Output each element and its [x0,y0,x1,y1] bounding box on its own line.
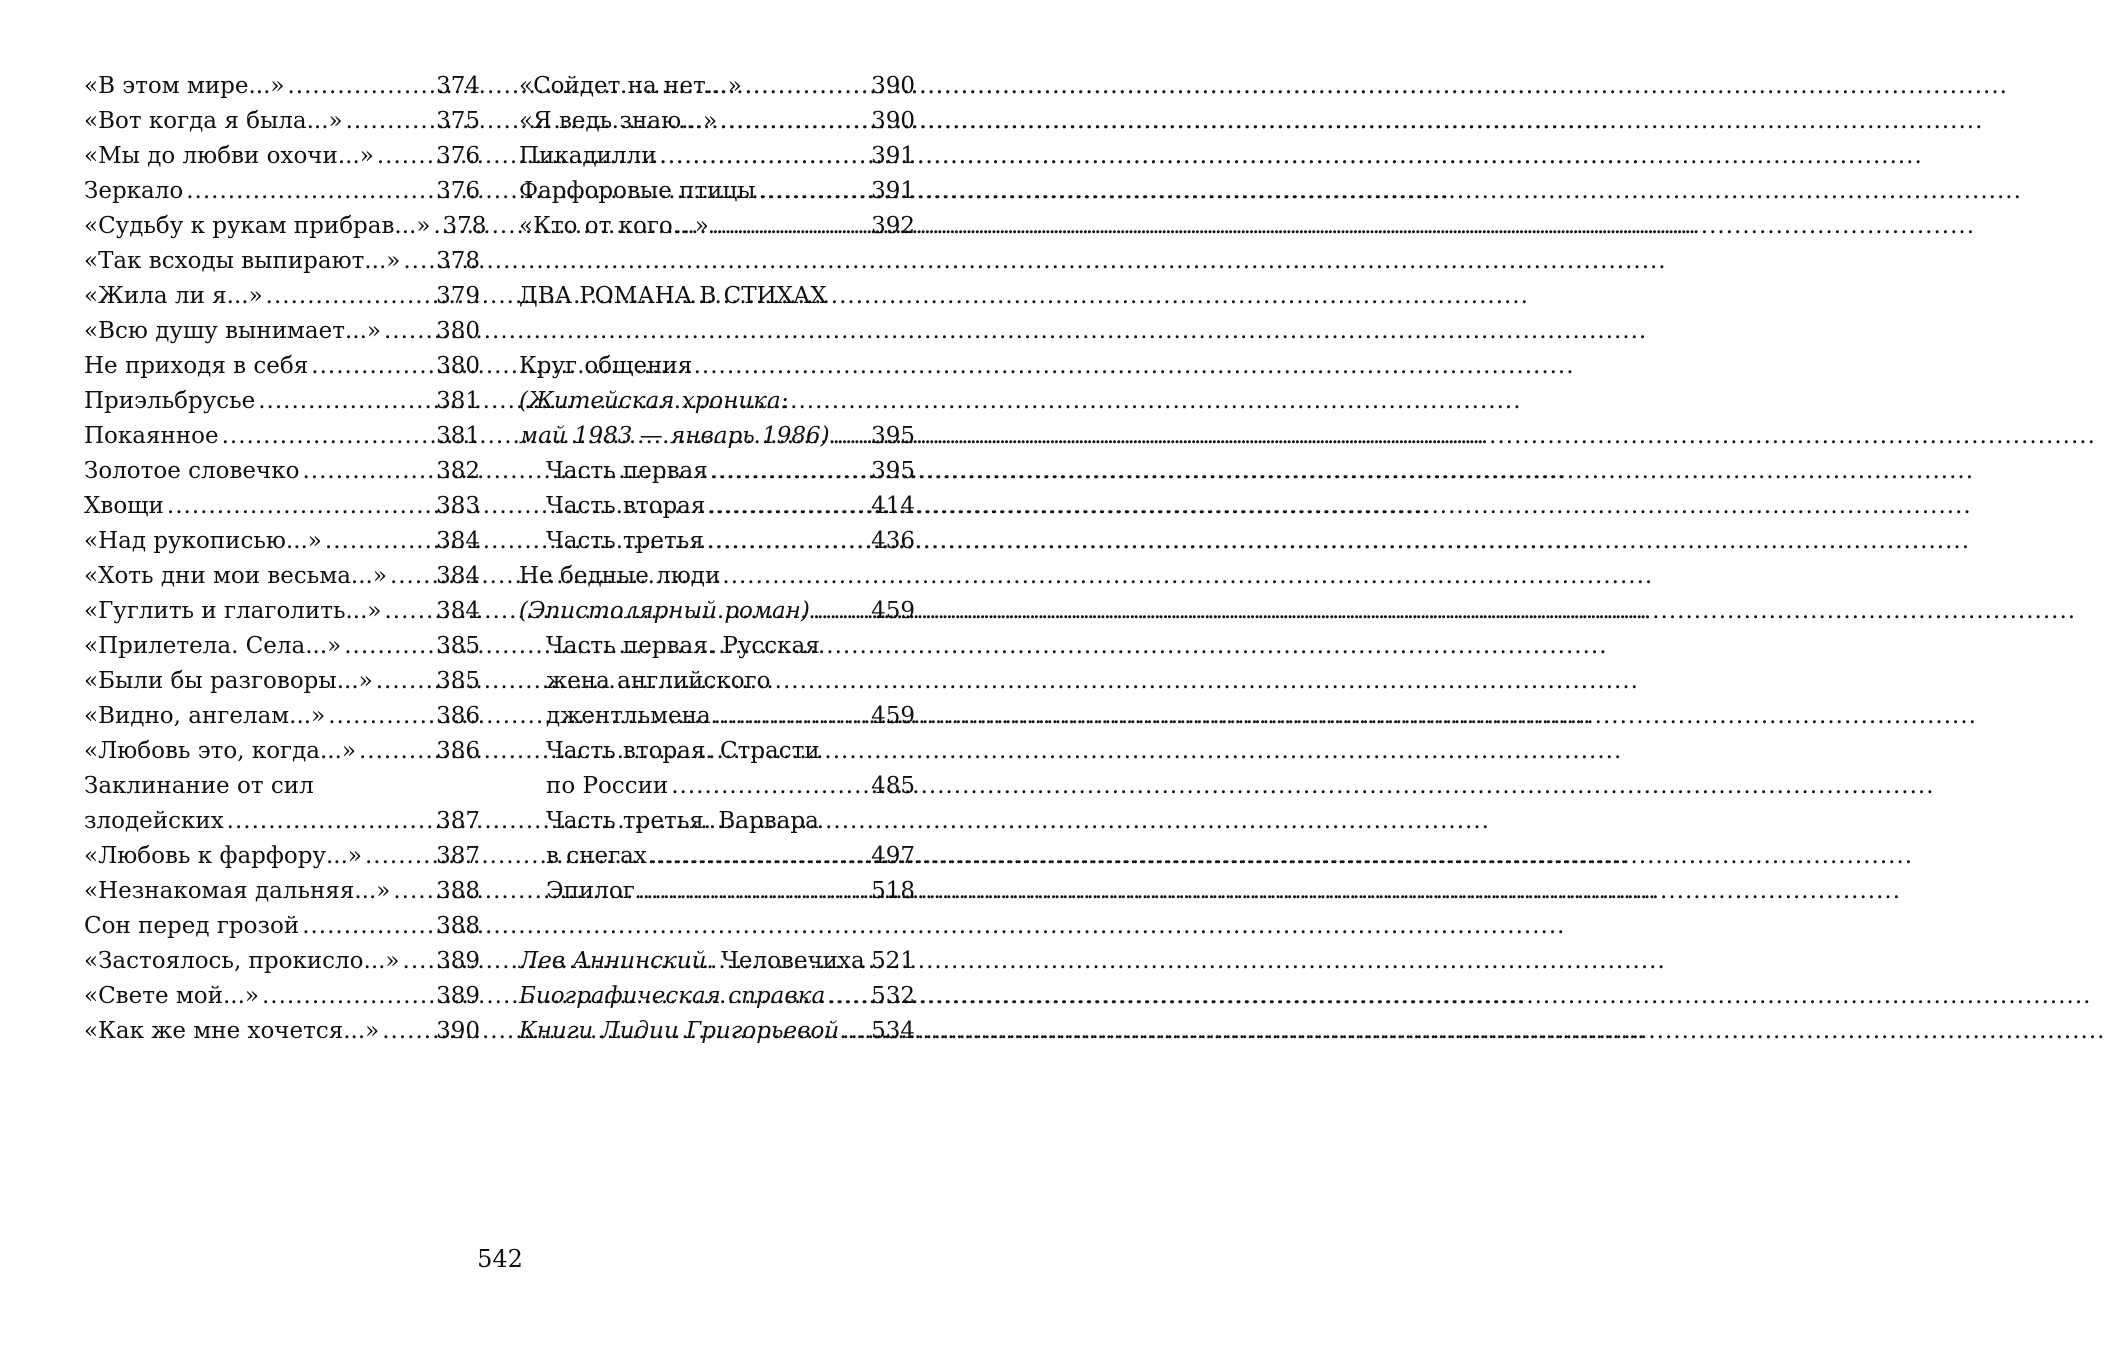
entry-title: джентльмена [546,703,711,729]
part-line [519,664,915,699]
dot-leader [167,489,433,524]
entry-title: Эпилог [546,878,635,904]
dot-leader [708,489,868,524]
entry-page: 376 [436,178,480,204]
entry-title: «Я ведь знаю...» [519,108,718,134]
entry-page: 414 [871,493,915,519]
toc-entry [84,664,480,699]
entry-title: Заклинание от сил [84,773,314,799]
toc-entry [519,1014,915,1049]
entry-page: 385 [436,633,480,659]
dot-leader [650,839,868,874]
entry-title: Часть вторая [546,493,706,519]
toc-entry [84,909,480,944]
entry-page: 378 [436,248,480,274]
dot-leader [433,209,439,244]
entry-title: «Жила ли я...» [84,283,263,309]
entry-page: 384 [436,528,480,554]
entry-title: «Застоялось, прокисло...» [84,948,400,974]
entry-page: 392 [871,213,915,239]
entry-title: «Кто от кого...» [519,213,709,239]
entry-page: 376 [436,143,480,169]
entry-page: 380 [436,318,480,344]
entry-title: (Эпистолярный роман) [519,598,810,624]
toc-entry [519,769,915,804]
dot-leader [390,559,433,594]
dot-leader [711,454,868,489]
entry-page: 390 [871,73,915,99]
entry-title: Сон перед грозой [84,913,300,939]
entry-page: 391 [871,143,915,169]
dot-leader [222,419,433,454]
entry-title: «Так всходы выпирают...» [84,248,401,274]
entry-page: 378 [442,213,487,239]
entry-page: 374 [436,73,480,99]
toc-entry [519,594,915,629]
toc-entry [519,209,915,244]
part-line [519,629,915,664]
entry-title: «Сойдет на нет...» [519,73,742,99]
toc-entry [519,454,915,489]
toc-entry [84,384,480,419]
entry-title: Хвощи [84,493,164,519]
toc-entry [84,839,480,874]
entry-title [519,944,865,979]
toc-entry [519,839,915,874]
toc-entry [519,174,915,209]
entry-title: в снегах [546,843,647,869]
dot-leader [714,699,868,734]
toc-left-column [84,69,487,1049]
dot-leader [759,174,868,209]
novel-subtitle-row [519,384,915,419]
dot-leader [328,699,433,734]
dot-leader [365,839,433,874]
entry-title: «Хоть дни мои весьма...» [84,563,387,589]
entry-title: Часть третья [546,528,704,554]
entry-page: 385 [436,668,480,694]
entry-title: «Свете мой...» [84,983,259,1009]
entry-title: Пикадилли [519,143,657,169]
toc-entry [519,979,915,1014]
toc-entry [84,769,480,804]
toc-entry [84,699,480,734]
dot-leader [262,979,433,1014]
entry-page: 390 [871,108,915,134]
dot-leader [311,349,433,384]
dot-leader [712,209,868,244]
toc-entry [84,104,480,139]
part-line [519,804,915,839]
dot-leader [384,594,433,629]
toc-entry [519,419,915,454]
entry-title: Приэльбрусье [84,388,256,414]
entry-page: 436 [871,528,915,554]
dot-leader [393,874,433,909]
entry-page: 382 [436,458,480,484]
entry-title: май 1983 — январь 1986) [519,423,830,449]
toc-entry [84,69,480,104]
entry-title: «Как же мне хочется...» [84,1018,380,1044]
toc-entry [84,174,480,209]
toc-entry [84,209,487,244]
dot-leader [288,69,434,104]
dot-leader [382,1014,433,1049]
dot-leader [828,979,868,1014]
toc-entry [84,874,480,909]
entry-page: 518 [871,878,915,904]
entry-page: 388 [436,913,480,939]
dot-leader [302,909,433,944]
entry-page: 391 [871,178,915,204]
entry-page: 390 [436,1018,480,1044]
toc-entry [519,874,915,909]
entry-title: Биографическая справка [519,983,826,1009]
entry-title: «Мы до любви охочи...» [84,143,374,169]
dot-leader [745,69,868,104]
entry-title: Покаянное [84,423,219,449]
dot-leader [842,1014,868,1049]
novel-title-row [519,559,915,594]
novel-title-row [519,349,915,384]
entry-page: 534 [871,1018,915,1044]
entry-page: 386 [436,703,480,729]
entry-page: 389 [436,948,480,974]
dot-leader [671,769,868,804]
entry-title: злодейских [84,808,224,834]
entry-title: «Гуглить и глаголить...» [84,598,382,624]
entry-page: 375 [436,108,480,134]
entry-title: «Судьбу к рукам прибрав...» [84,213,431,239]
entry-page: 379 [436,283,480,309]
toc-entry [84,489,480,524]
entry-page: 387 [436,843,480,869]
entry-title: Не приходя в себя [84,353,309,379]
dot-leader [638,874,868,909]
entry-page: 521 [871,948,915,974]
entry-title: «Любовь это, когда...» [84,738,356,764]
toc-entry [84,454,480,489]
essay-title: Человечиха [721,948,865,974]
part-title: Часть вторая. Страсти [546,738,820,764]
entry-page: 497 [871,843,915,869]
entry-page: 380 [436,353,480,379]
entry-page: 388 [436,878,480,904]
entry-page: 389 [436,983,480,1009]
entry-page: 387 [436,808,480,834]
dot-leader [403,244,433,279]
entry-title: Фарфоровые птицы [519,178,756,204]
toc-entry [84,804,480,839]
toc-entry [519,104,915,139]
dot-leader [660,139,869,174]
entry-title: «Были бы разговоры...» [84,668,373,694]
dot-leader [325,524,433,559]
entry-page: 381 [436,423,480,449]
toc-entry [519,489,915,524]
entry-title: «Над рукописью...» [84,528,322,554]
toc-entry [84,524,480,559]
toc-entry [84,594,480,629]
entry-title: Золотое словечко [84,458,300,484]
toc-entry [84,979,480,1014]
entry-title: Часть первая [546,458,708,484]
toc-entry [519,944,915,979]
page-number: 542 [477,1245,523,1273]
toc-entry [519,139,915,174]
toc-entry [84,559,480,594]
dot-leader [266,279,433,314]
dot-leader [344,629,433,664]
toc-entry [84,944,480,979]
dot-leader [227,804,433,839]
part-title: жена английского [546,668,771,694]
toc-entry [84,734,480,769]
entry-page: 459 [871,598,915,624]
toc-entry [84,139,480,174]
part-line [519,734,915,769]
toc-entry [519,699,915,734]
entry-page: 386 [436,738,480,764]
dot-leader [377,139,433,174]
entry-title: Зеркало [84,178,184,204]
entry-page: 384 [436,598,480,624]
entry-page: 383 [436,493,480,519]
toc-right-column [519,69,915,1049]
section-heading: ДВА РОМАНА В СТИХАХ [519,283,827,309]
entry-title: Книги Лидии Григорьевой [519,1018,840,1044]
novel-title: Круг общения [519,353,693,379]
toc-entry [84,629,480,664]
part-title: Часть первая. Русская [546,633,820,659]
dot-leader [833,419,868,454]
toc-entry [84,314,480,349]
entry-page: 384 [436,563,480,589]
entry-title: «Незнакомая дальняя...» [84,878,391,904]
toc-entry [84,244,480,279]
part-title: Часть третья. Варвара [546,808,819,834]
dot-leader [813,594,868,629]
entry-page: 532 [871,983,915,1009]
toc-entry [519,69,915,104]
toc-entry [84,419,480,454]
dot-leader [403,944,434,979]
dot-leader [302,454,433,489]
entry-page: 395 [871,458,915,484]
essay-author: Лев Аннинский. [519,948,714,974]
dot-leader [720,104,868,139]
novel-title: Не бедные люди [519,563,721,589]
entry-title: «Вот когда я была...» [84,108,343,134]
novel-subtitle: (Житейская хроника: [519,388,789,414]
entry-title: «Видно, ангелам...» [84,703,326,729]
dot-leader [346,104,433,139]
entry-title: «Любовь к фарфору...» [84,843,362,869]
toc-entry [84,1014,480,1049]
entry-title: «Всю душу вынимает...» [84,318,381,344]
dot-leader [359,734,433,769]
entry-page: 485 [871,773,915,799]
entry-title: по России [546,773,669,799]
dot-leader [258,384,433,419]
toc-entry [84,349,480,384]
entry-page: 459 [871,703,915,729]
entry-page: 381 [436,388,480,414]
toc-entry [84,279,480,314]
toc-entry [519,524,915,559]
dot-leader [186,174,433,209]
entry-title: «Прилетела. Села...» [84,633,342,659]
entry-page: 395 [871,423,915,449]
dot-leader [376,664,433,699]
dot-leader [384,314,433,349]
dot-leader [707,524,868,559]
entry-title: «В этом мире...» [84,73,285,99]
